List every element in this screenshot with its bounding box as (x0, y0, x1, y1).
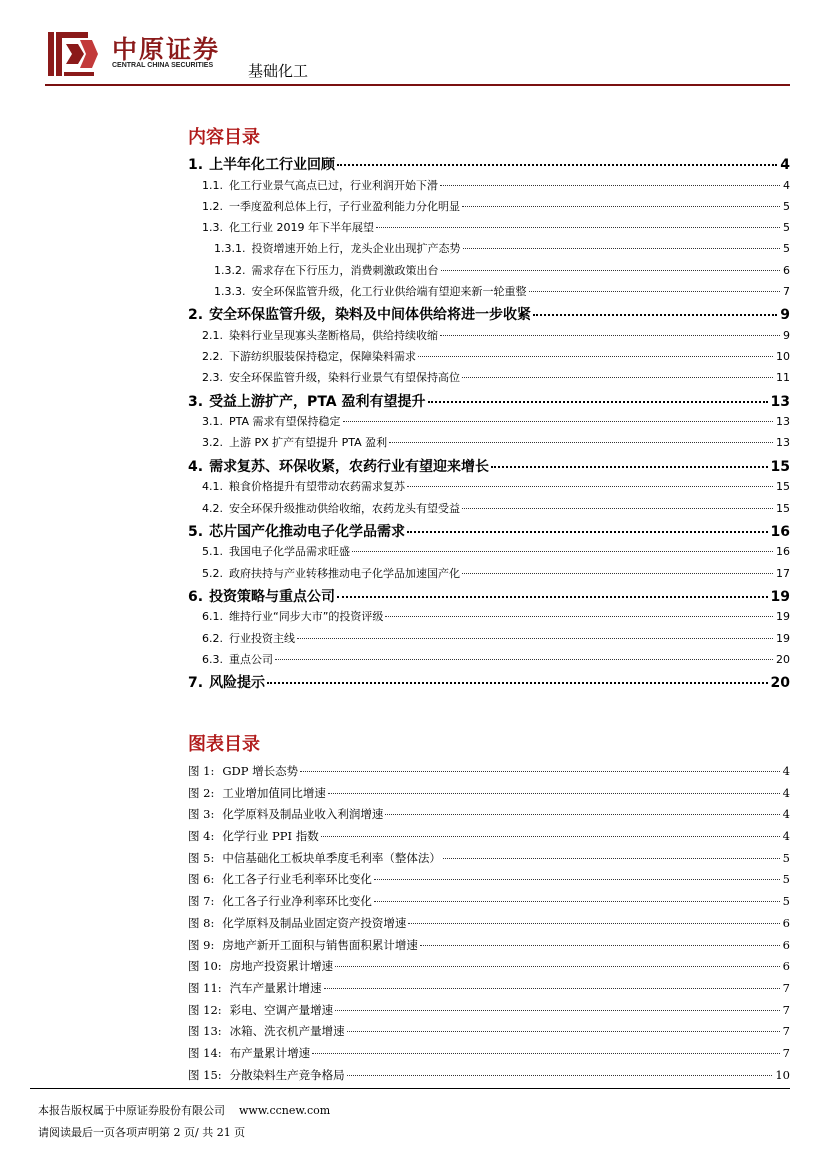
figure-entry-label: 房地产新开工面积与销售面积累计增速 (222, 937, 418, 952)
toc-entry[interactable] (188, 608, 790, 629)
toc-entry-number: 6. (188, 588, 204, 605)
toc-entry[interactable] (188, 456, 790, 479)
figure-entry[interactable] (188, 937, 790, 959)
toc-entry-page: 4 (783, 178, 790, 192)
figure-entry-page: 5 (782, 850, 790, 865)
figure-entry-number: 图 2: (188, 785, 215, 800)
footer-disclaimer: 请阅读最后一页各项声明第 2 页/ 共 21 页 (38, 1126, 246, 1139)
toc-entry-number: 2.3. (202, 371, 223, 385)
figure-entry-number: 图 6: (188, 872, 215, 887)
toc-leader-dots (533, 314, 777, 316)
toc-entry-label: 受益上游扩产，PTA 盈利有望提升 (209, 393, 426, 410)
toc-entry[interactable] (188, 413, 790, 434)
toc-entry-number: 4.2. (202, 501, 223, 515)
figure-entry[interactable] (188, 958, 790, 980)
figure-leader-dots (347, 1031, 780, 1032)
toc-entry-number: 5. (188, 523, 204, 540)
figure-entry-number: 图 14: (188, 1045, 222, 1060)
toc-leader-dots (407, 531, 767, 533)
table-of-contents (188, 154, 790, 695)
toc-entry-number: 1.3.1. (214, 242, 246, 256)
toc-entry-label: 安全环保监管升级，化工行业供给端有望迎来新一轮重整 (251, 284, 527, 298)
figure-entry-number: 图 4: (188, 829, 215, 844)
toc-leader-dots (275, 659, 773, 660)
figure-entry-number: 图 11: (188, 980, 222, 995)
toc-entry-page: 13 (776, 415, 790, 429)
figure-entry[interactable] (188, 915, 790, 937)
figure-leader-dots (443, 858, 780, 859)
toc-entry-page: 10 (776, 350, 790, 364)
toc-entry-page: 7 (783, 284, 790, 298)
toc-leader-dots (462, 508, 773, 509)
toc-entry-number: 1.3. (202, 221, 223, 235)
toc-entry-label: 维持行业“同步大市”的投资评级 (229, 610, 384, 624)
toc-entry[interactable] (188, 327, 790, 348)
figure-entry-label: 化工各子行业净利率环比变化 (222, 894, 372, 909)
toc-entry[interactable] (188, 391, 790, 414)
toc-entry-label: 一季度盈利总体上行，子行业盈利能力分化明显 (229, 199, 460, 213)
toc-entry[interactable] (188, 240, 790, 261)
figure-entry-number: 图 9: (188, 937, 215, 952)
toc-entry-page: 15 (776, 480, 790, 494)
toc-entry-number: 7. (188, 675, 204, 692)
figure-entry-number: 图 10: (188, 959, 222, 974)
figure-entry-label: GDP 增长态势 (222, 764, 299, 778)
figure-entry-label: 工业增加值同比增速 (222, 785, 326, 800)
toc-entry[interactable] (188, 543, 790, 564)
figure-entry-page: 7 (782, 1024, 790, 1039)
toc-leader-dots (462, 377, 773, 378)
toc-leader-dots (267, 682, 767, 684)
toc-entry-page: 19 (776, 610, 790, 624)
figure-entry-number: 图 15: (188, 1067, 222, 1082)
toc-entry-label: 化工行业 2019 年下半年展望 (229, 221, 374, 235)
toc-leader-dots (407, 486, 773, 487)
figure-entry-page: 4 (782, 764, 790, 778)
toc-entry[interactable] (188, 154, 790, 177)
toc-leader-dots (337, 164, 777, 166)
toc-leader-dots (441, 270, 781, 271)
toc-entry-page: 5 (783, 199, 790, 213)
toc-entry-number: 1.3.3. (214, 284, 246, 298)
figure-entry[interactable] (188, 1023, 790, 1045)
toc-leader-dots (389, 442, 773, 443)
toc-leader-dots (376, 227, 780, 228)
toc-entry[interactable] (188, 478, 790, 499)
toc-entry-label: 需求复苏、环保收紧，农药行业有望迎来增长 (209, 458, 490, 475)
figure-list (188, 763, 790, 1088)
toc-entry[interactable] (188, 565, 790, 586)
toc-entry-label: 上半年化工行业回顾 (209, 157, 336, 173)
figure-entry[interactable] (188, 763, 790, 785)
figure-entry[interactable] (188, 1002, 790, 1024)
toc-entry-label: 化工行业景气高点已过，行业利润开始下滑 (229, 178, 438, 192)
figure-entry[interactable] (188, 871, 790, 893)
toc-entry-page: 17 (776, 566, 790, 580)
toc-entry-page: 19 (776, 631, 790, 645)
toc-leader-dots (491, 466, 767, 468)
toc-entry-number: 2. (188, 307, 204, 324)
figure-leader-dots (324, 988, 780, 989)
figure-entry-number: 图 3: (188, 807, 215, 822)
toc-entry-page: 13 (776, 436, 790, 450)
toc-entry[interactable] (188, 262, 790, 283)
figure-list-title: 图表目录 (188, 734, 260, 755)
figure-entry-label: 化学原料及制品业固定资产投资增速 (222, 915, 407, 930)
toc-entry-label: 染料行业呈现寡头垄断格局，供给持续收缩 (229, 328, 438, 342)
report-section-name: 基础化工 (248, 62, 309, 80)
footer-copyright-line (38, 1102, 330, 1118)
toc-entry[interactable] (188, 500, 790, 521)
figure-leader-dots (374, 879, 780, 880)
figure-entry[interactable] (188, 850, 790, 872)
figure-entry-page: 4 (782, 785, 790, 800)
figure-leader-dots (300, 771, 780, 772)
toc-entry-label: 行业投资主线 (229, 631, 295, 645)
figure-entry-label: 房地产投资累计增速 (229, 959, 334, 974)
toc-entry-number: 6.2. (202, 631, 223, 645)
figure-leader-dots (408, 923, 779, 924)
company-logo-icon (48, 28, 106, 80)
figure-leader-dots (328, 793, 780, 794)
figure-entry-label: 中信基础化工板块单季度毛利率（整体法） (222, 850, 441, 865)
toc-entry-number: 3. (188, 393, 204, 410)
toc-leader-dots (418, 356, 773, 357)
toc-entry-number: 6.3. (202, 653, 223, 667)
toc-entry-label: 芯片国产化推动电子化学品需求 (209, 523, 406, 540)
toc-leader-dots (529, 291, 781, 292)
toc-leader-dots (297, 638, 773, 639)
figure-entry-page: 4 (782, 829, 790, 844)
figure-entry-page: 10 (775, 1067, 790, 1082)
toc-entry[interactable] (188, 304, 790, 327)
toc-entry-number: 1. (188, 157, 204, 173)
toc-entry[interactable] (188, 369, 790, 390)
toc-entry-label: 重点公司 (229, 653, 273, 667)
toc-entry-label: 我国电子化学品需求旺盛 (229, 545, 350, 559)
figure-entry-page: 7 (782, 1002, 790, 1017)
figure-entry-number: 图 1: (188, 764, 215, 778)
figure-entry-page: 6 (782, 959, 790, 974)
toc-title: 内容目录 (188, 127, 260, 148)
toc-entry[interactable] (188, 434, 790, 455)
figure-entry-label: 化学行业 PPI 指数 (222, 829, 319, 844)
toc-leader-dots (440, 335, 780, 336)
toc-entry-number: 6.1. (202, 610, 223, 624)
toc-entry-page: 11 (776, 371, 790, 385)
toc-entry-label: 粮食价格提升有望带动农药需求复苏 (229, 480, 405, 494)
toc-leader-dots (463, 248, 781, 249)
figure-entry-label: 汽车产量累计增速 (229, 980, 322, 995)
figure-entry[interactable] (188, 785, 790, 807)
figure-entry-label: 彩电、空调产量增速 (229, 1002, 334, 1017)
footer-divider (30, 1088, 790, 1089)
toc-entry-page: 16 (770, 523, 790, 540)
figure-entry[interactable] (188, 1067, 790, 1089)
toc-entry-number: 3.2. (202, 436, 223, 450)
toc-entry-number: 4.1. (202, 480, 223, 494)
figure-leader-dots (321, 836, 780, 837)
figure-entry-label: 化工各子行业毛利率环比变化 (222, 872, 372, 887)
figure-entry-number: 图 8: (188, 915, 215, 930)
figure-entry-page: 7 (782, 1045, 790, 1060)
toc-entry-label: 安全环保监管升级，染料行业景气有望保持高位 (229, 371, 460, 385)
toc-leader-dots (352, 551, 773, 552)
toc-entry-number: 4. (188, 458, 204, 475)
toc-entry-number: 1.2. (202, 199, 223, 213)
figure-entry-label: 分散染料生产竞争格局 (229, 1067, 345, 1082)
toc-entry-label: 需求存在下行压力，消费刺激政策出台 (251, 263, 439, 277)
toc-entry[interactable] (188, 348, 790, 369)
toc-entry-number: 5.1. (202, 545, 223, 559)
toc-leader-dots (337, 596, 767, 598)
figure-entry-page: 5 (782, 872, 790, 887)
toc-entry-page: 4 (780, 157, 790, 173)
toc-leader-dots (462, 573, 773, 574)
figure-entry-label: 化学原料及制品业收入利润增速 (222, 807, 384, 822)
figure-entry-page: 6 (782, 915, 790, 930)
toc-entry-label: 安全环保升级推动供给收缩，农药龙头有望受益 (229, 501, 460, 515)
toc-entry-label: 风险提示 (209, 675, 266, 692)
figure-leader-dots (385, 814, 779, 815)
figure-entry[interactable] (188, 1045, 790, 1067)
toc-entry-page: 15 (770, 458, 790, 475)
figure-leader-dots (335, 966, 780, 967)
figure-leader-dots (312, 1053, 780, 1054)
figure-leader-dots (420, 945, 780, 946)
figure-entry[interactable] (188, 893, 790, 915)
toc-entry-number: 3.1. (202, 415, 223, 429)
toc-entry[interactable] (188, 651, 790, 672)
logo-english-name: CENTRAL CHINA SECURITIES (112, 62, 214, 69)
toc-entry-label: 投资增速开始上行，龙头企业出现扩产态势 (251, 242, 461, 256)
figure-entry[interactable] (188, 806, 790, 828)
toc-entry[interactable] (188, 672, 790, 695)
figure-entry-label: 冰箱、洗衣机产量增速 (229, 1024, 345, 1039)
toc-entry[interactable] (188, 219, 790, 240)
figure-entry-number: 图 13: (188, 1024, 222, 1039)
figure-leader-dots (335, 1010, 780, 1011)
figure-entry-number: 图 7: (188, 894, 215, 909)
figure-entry-page: 4 (782, 807, 790, 822)
toc-entry-label: 上游 PX 扩产有望提升 PTA 盈利 (229, 436, 388, 450)
toc-entry-page: 20 (776, 653, 790, 667)
toc-leader-dots (462, 206, 780, 207)
toc-entry-number: 1.3.2. (214, 263, 246, 277)
toc-entry[interactable] (188, 630, 790, 651)
toc-leader-dots (440, 185, 780, 186)
toc-entry-page: 5 (783, 242, 790, 256)
toc-entry[interactable] (188, 586, 790, 609)
toc-entry-page: 15 (776, 501, 790, 515)
figure-entry-number: 图 12: (188, 1002, 222, 1017)
figure-entry-label: 布产量累计增速 (229, 1045, 311, 1060)
toc-entry-label: 投资策略与重点公司 (209, 588, 336, 605)
toc-entry[interactable] (188, 177, 790, 198)
toc-entry-label: 安全环保监管升级，染料及中间体供给将进一步收紧 (209, 307, 532, 324)
toc-entry[interactable] (188, 283, 790, 304)
toc-leader-dots (385, 616, 773, 617)
toc-entry[interactable] (188, 198, 790, 219)
toc-entry-number: 2.1. (202, 328, 223, 342)
toc-entry-page: 9 (783, 328, 790, 342)
toc-entry-page: 5 (783, 221, 790, 235)
toc-entry-number: 2.2. (202, 350, 223, 364)
toc-leader-dots (428, 401, 768, 403)
logo-chinese-name: 中原证券 (112, 35, 221, 64)
toc-entry-page: 9 (780, 307, 790, 324)
figure-leader-dots (374, 901, 780, 902)
figure-leader-dots (347, 1075, 773, 1076)
toc-entry-page: 19 (770, 588, 790, 605)
toc-entry-page: 6 (783, 263, 790, 277)
footer-copyright: 本报告版权属于中原证券股份有限公司 (38, 1104, 225, 1117)
figure-entry-page: 7 (782, 980, 790, 995)
figure-entry[interactable] (188, 980, 790, 1002)
toc-entry-label: 政府扶持与产业转移推动电子化学品加速国产化 (229, 566, 460, 580)
toc-entry-page: 20 (770, 675, 790, 692)
toc-entry-number: 1.1. (202, 178, 223, 192)
toc-entry-label: PTA 需求有望保持稳定 (229, 415, 341, 429)
figure-entry-page: 6 (782, 937, 790, 952)
figure-entry[interactable] (188, 828, 790, 850)
figure-entry-page: 5 (782, 894, 790, 909)
figure-entry-number: 图 5: (188, 850, 215, 865)
toc-entry[interactable] (188, 521, 790, 544)
toc-entry-number: 5.2. (202, 566, 223, 580)
footer-url-link[interactable]: www.ccnew.com (239, 1104, 331, 1117)
header-divider (45, 84, 790, 86)
toc-entry-page: 16 (776, 545, 790, 559)
toc-entry-page: 13 (770, 393, 790, 410)
toc-leader-dots (343, 421, 773, 422)
toc-entry-label: 下游纺织服装保持稳定，保障染料需求 (229, 350, 416, 364)
